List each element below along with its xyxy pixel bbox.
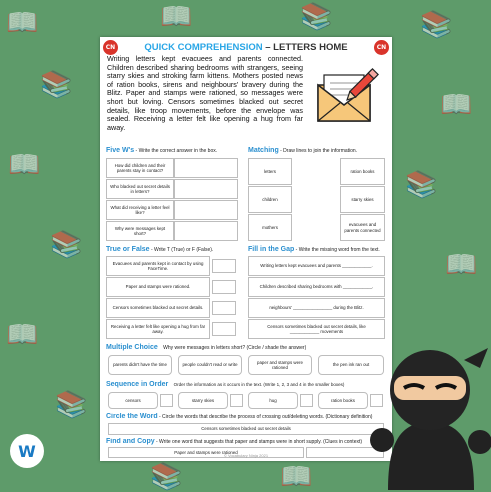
circle-word-heading: Circle the Word - Circle the words that describe the process of crossing out/deleting words. (Dictionary definition) bbox=[106, 413, 373, 420]
five-ws-question: How did children and their parents stay in contact? bbox=[106, 158, 174, 178]
true-false-statement: Paper and stamps were rationed. bbox=[106, 277, 210, 297]
book-icon: 📖 bbox=[6, 8, 39, 38]
fill-gap-item[interactable]: Children described sharing bedrooms with ____________. bbox=[248, 277, 385, 297]
matching-heading: Matching - Draw lines to join the information. bbox=[248, 147, 358, 154]
matching-right-item[interactable]: evacuees and parents connected bbox=[340, 214, 385, 241]
vocabulary-ninja-logo: W bbox=[10, 434, 44, 468]
sequence-item: hug bbox=[248, 392, 298, 409]
five-ws-answer-box[interactable] bbox=[174, 179, 238, 199]
true-false-statement: Censors sometimes blacked out secret details. bbox=[106, 298, 210, 318]
sequence-number-box[interactable] bbox=[300, 394, 313, 407]
cn-logo-right: CN bbox=[374, 40, 389, 55]
book-icon: 📖 bbox=[445, 250, 478, 280]
five-ws-question: Who blacked out secret details in letters? bbox=[106, 179, 174, 199]
envelope-pencil-icon bbox=[314, 61, 382, 129]
find-copy-heading: Find and Copy - Write one word that suggests that paper and stamps were in short supply. (Clues in context) bbox=[106, 438, 363, 445]
worksheet-title bbox=[122, 42, 370, 53]
five-ws-answer-box[interactable] bbox=[174, 200, 238, 220]
book-icon: 📚 bbox=[420, 10, 453, 40]
worksheet bbox=[100, 37, 392, 461]
footer-copyright: © Vocabulary Ninja 2021 bbox=[223, 453, 269, 458]
book-icon: 📚 bbox=[150, 462, 183, 492]
matching-left-item[interactable]: letters bbox=[248, 158, 292, 185]
circle-word-sentence[interactable]: Censors sometimes blacked out secret details bbox=[108, 423, 384, 435]
true-false-answer-box[interactable] bbox=[212, 322, 236, 336]
fill-gap-item[interactable]: Writing letters kept evacuees and parents ____________. bbox=[248, 256, 385, 276]
book-icon: 📚 bbox=[40, 70, 73, 100]
five-ws-answer-box[interactable] bbox=[174, 221, 238, 241]
book-icon: 📖 bbox=[280, 462, 313, 492]
find-copy-sentence: Paper and stamps were rationed bbox=[108, 447, 304, 458]
matching-left-item[interactable]: children bbox=[248, 186, 292, 213]
cn-logo-left: CN bbox=[103, 40, 118, 55]
intro-text: Writing letters kept evacuees and parents connected. Children described sharing bedrooms with strangers, seeing starry skies and stroking farm kittens. Mothers posted news of ration books, sirens and neighbours' bravery during the Blitz. Paper and stamps were rationed, so messages were short but loving. Censors sometimes blacked out secret details, like troop movements, before the envelope was sealed. Receiving a letter felt like opening a hug from far away. bbox=[107, 54, 303, 132]
book-icon: 📖 bbox=[160, 2, 193, 32]
fill-gap-heading: Fill in the Gap - Write the missing word from the text. bbox=[248, 246, 380, 253]
fill-gap-item[interactable]: Censors sometimes blacked out secret details, like ____________ movements bbox=[248, 319, 385, 339]
book-icon: 📚 bbox=[55, 390, 88, 420]
book-icon: 📖 bbox=[440, 90, 473, 120]
sequence-heading: Sequence in Order Order the information as it occurs in the text. (Write 1, 2, 3 and 4 in the smaller boxes) bbox=[106, 381, 345, 388]
multiple-choice-option[interactable]: parents didn't have the time bbox=[108, 355, 172, 375]
sequence-number-box[interactable] bbox=[160, 394, 173, 407]
book-icon: 📚 bbox=[50, 230, 83, 260]
book-icon: 📚 bbox=[300, 2, 333, 32]
five-ws-answer-box[interactable] bbox=[174, 158, 238, 178]
sequence-item: ration books bbox=[318, 392, 368, 409]
five-ws-question: Why were messages kept short? bbox=[106, 221, 174, 241]
book-icon: 📖 bbox=[6, 320, 39, 350]
true-false-answer-box[interactable] bbox=[212, 301, 236, 315]
title-main: QUICK COMPREHENSION bbox=[144, 42, 263, 53]
sequence-number-box[interactable] bbox=[230, 394, 243, 407]
five-ws-question: What did receiving a letter feel like? bbox=[106, 200, 174, 220]
ninja-mascot-icon bbox=[368, 330, 491, 490]
title-sub: – LETTERS HOME bbox=[262, 42, 348, 53]
five-ws-heading: Five W's - Write the correct answer in the box. bbox=[106, 147, 218, 154]
sequence-item: censors bbox=[108, 392, 158, 409]
multiple-choice-option[interactable]: people couldn't read or write bbox=[178, 355, 242, 375]
true-false-heading: True or False - Write T (True) or F (False). bbox=[106, 246, 214, 253]
sequence-item: starry skies bbox=[178, 392, 228, 409]
fill-gap-item[interactable]: neighbours' ________________ during the Blitz. bbox=[248, 298, 385, 318]
multiple-choice-option[interactable]: the pen ink ran out bbox=[318, 355, 384, 375]
book-icon: 📚 bbox=[405, 170, 438, 200]
matching-left-item[interactable]: mothers bbox=[248, 214, 292, 241]
book-icon: 📖 bbox=[8, 150, 41, 180]
matching-right-item[interactable]: starry skies bbox=[340, 186, 385, 213]
true-false-statement: Receiving a letter felt like opening a hug from far away. bbox=[106, 319, 210, 339]
matching-right-item[interactable]: ration books bbox=[340, 158, 385, 185]
true-false-answer-box[interactable] bbox=[212, 280, 236, 294]
multiple-choice-option[interactable]: paper and stamps were rationed bbox=[248, 355, 312, 375]
multiple-choice-heading: Multiple Choice Why were messages in letters short? (Circle / shade the answer) bbox=[106, 344, 307, 351]
true-false-statement: Evacuees and parents kept in contact by using FaceTime. bbox=[106, 256, 210, 276]
true-false-answer-box[interactable] bbox=[212, 259, 236, 273]
